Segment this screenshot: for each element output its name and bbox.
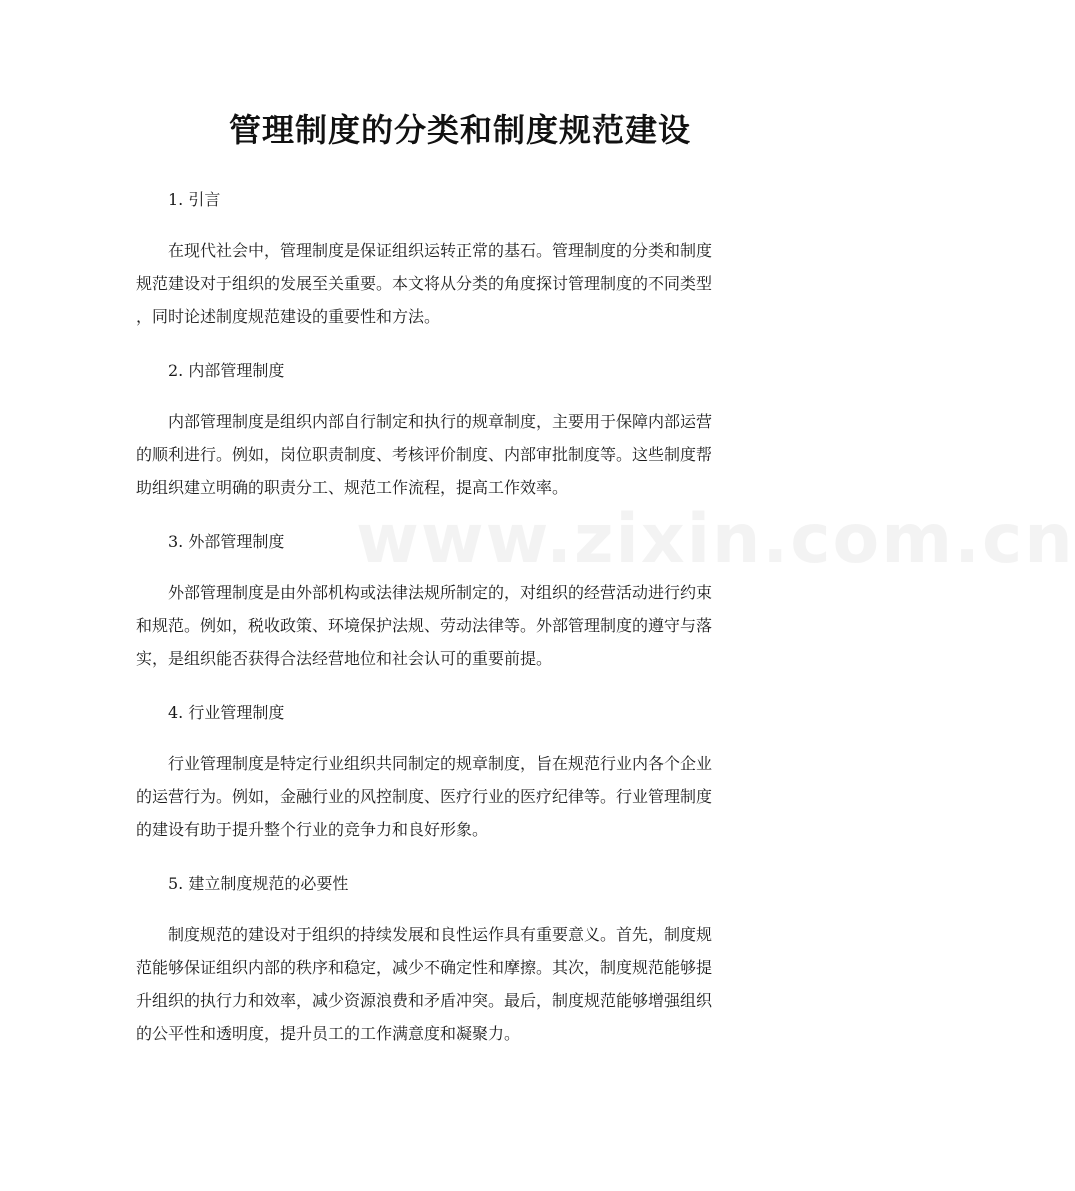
paragraph-line: 外部管理制度是由外部机构或法律法规所制定的，对组织的经营活动进行约束 — [168, 583, 713, 602]
paragraph-line: ，同时论述制度规范建设的重要性和方法。 — [136, 307, 441, 326]
watermark: www.zixin.com.cn — [356, 500, 1075, 579]
section-heading: 1. 引言 — [168, 190, 221, 209]
document-title: 管理制度的分类和制度规范建设 — [228, 111, 691, 149]
paragraph-line: 范能够保证组织内部的秩序和稳定，减少不确定性和摩擦。其次，制度规范能够提 — [136, 958, 713, 977]
paragraph-line: 行业管理制度是特定行业组织共同制定的规章制度，旨在规范行业内各个企业 — [168, 754, 713, 773]
section-paragraph — [136, 234, 786, 333]
paragraph-line: 和规范。例如，税收政策、环境保护法规、劳动法律等。外部管理制度的遵守与落 — [136, 616, 713, 635]
section-heading: 4. 行业管理制度 — [168, 703, 285, 722]
paragraph-line: 的顺利进行。例如，岗位职责制度、考核评价制度、内部审批制度等。这些制度帮 — [136, 445, 713, 464]
paragraph-line: 内部管理制度是组织内部自行制定和执行的规章制度，主要用于保障内部运营 — [168, 412, 713, 431]
paragraph-line: 规范建设对于组织的发展至关重要。本文将从分类的角度探讨管理制度的不同类型 — [136, 274, 713, 293]
section-paragraph — [136, 405, 786, 504]
paragraph-line: 助组织建立明确的职责分工、规范工作流程，提高工作效率。 — [136, 478, 569, 497]
section-external-management — [136, 525, 786, 675]
document-body — [136, 183, 786, 1071]
paragraph-line: 的建设有助于提升整个行业的竞争力和良好形象。 — [136, 820, 489, 839]
paragraph-line: 制度规范的建设对于组织的持续发展和良性运作具有重要意义。首先，制度规 — [168, 925, 713, 944]
paragraph-line: 的运营行为。例如，金融行业的风控制度、医疗行业的医疗纪律等。行业管理制度 — [136, 787, 713, 806]
section-heading: 3. 外部管理制度 — [168, 532, 285, 551]
paragraph-line: 升组织的执行力和效率，减少资源浪费和矛盾冲突。最后，制度规范能够增强组织 — [136, 991, 713, 1010]
section-heading: 5. 建立制度规范的必要性 — [168, 874, 349, 893]
section-internal-management — [136, 354, 786, 504]
section-necessity — [136, 867, 786, 1050]
section-paragraph — [136, 747, 786, 846]
section-introduction — [136, 183, 786, 333]
paragraph-line: 的公平性和透明度，提升员工的工作满意度和凝聚力。 — [136, 1024, 521, 1043]
paragraph-line: 实，是组织能否获得合法经营地位和社会认可的重要前提。 — [136, 649, 553, 668]
section-heading: 2. 内部管理制度 — [168, 361, 285, 380]
section-paragraph — [136, 918, 786, 1050]
section-paragraph — [136, 576, 786, 675]
paragraph-line: 在现代社会中，管理制度是保证组织运转正常的基石。管理制度的分类和制度 — [168, 241, 713, 260]
section-industry-management — [136, 696, 786, 846]
